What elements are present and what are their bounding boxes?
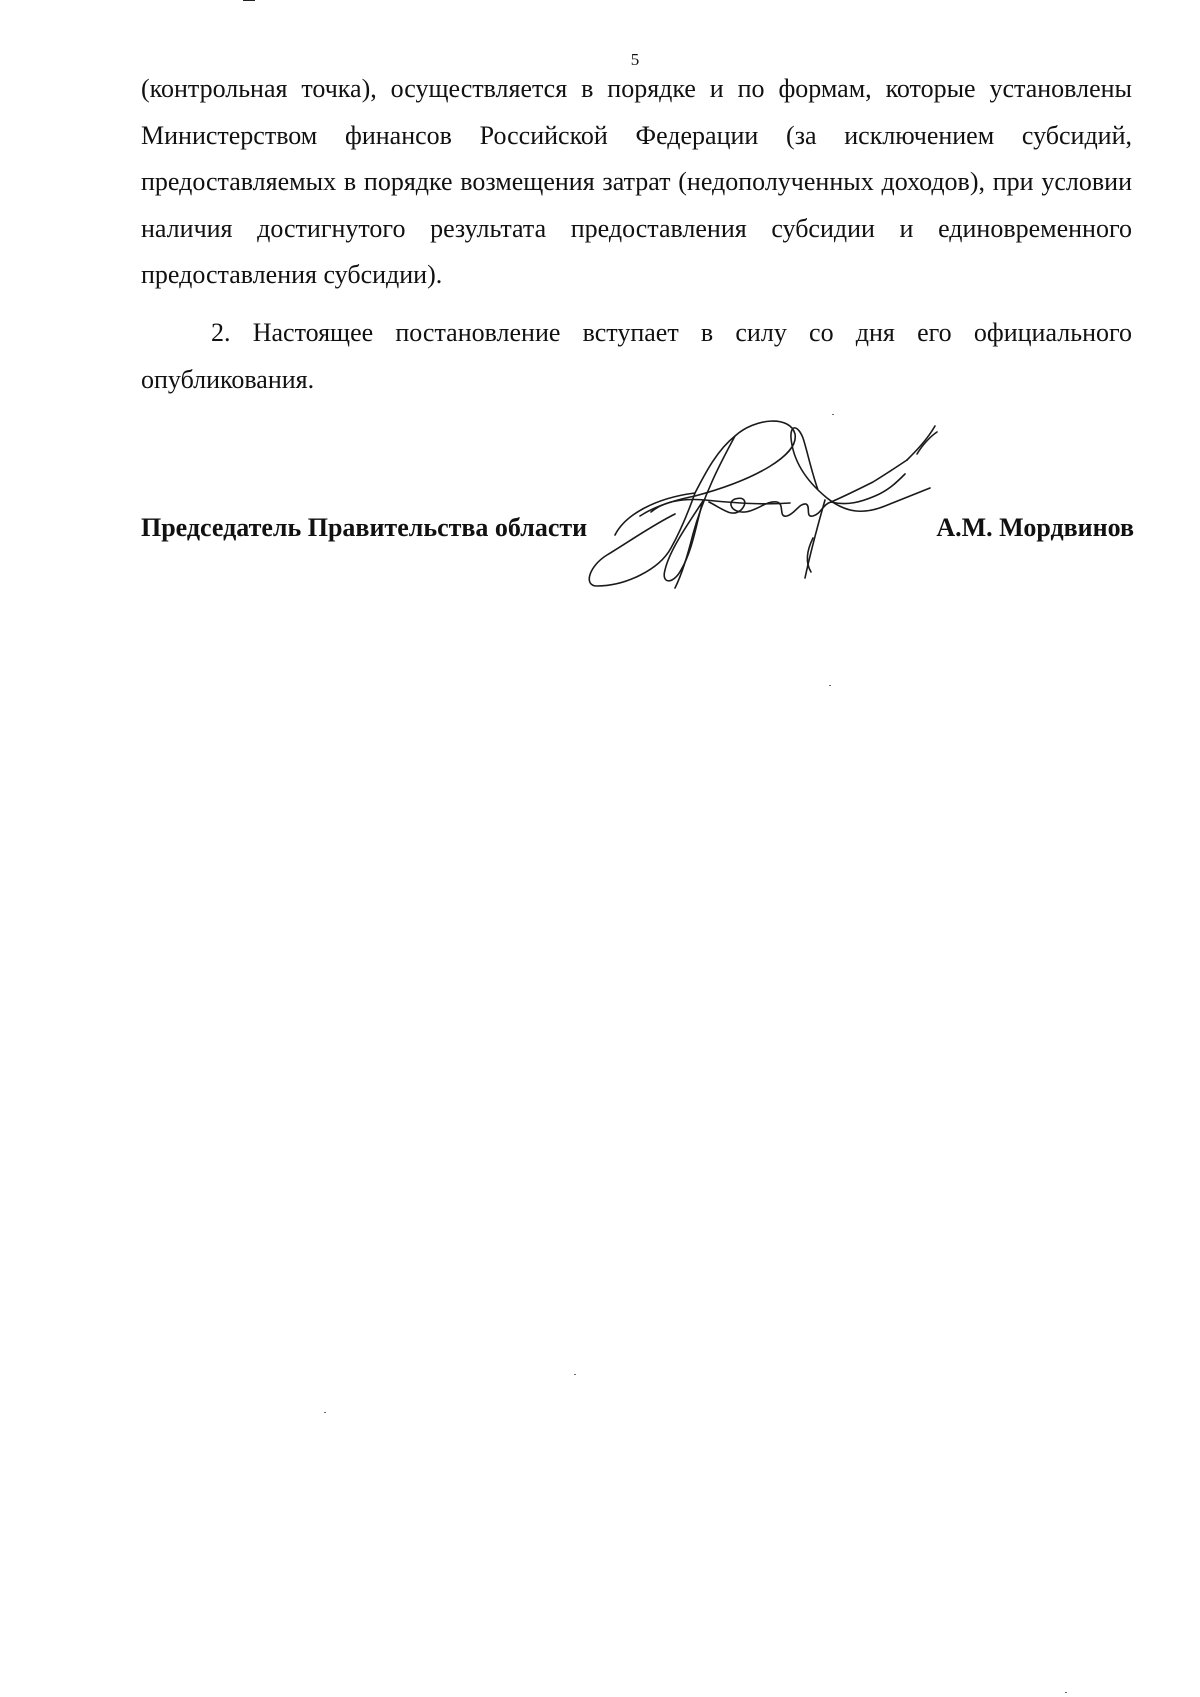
scan-speck bbox=[832, 414, 834, 415]
signer-name: А.М. Мордвинов bbox=[936, 513, 1134, 542]
handwritten-signature bbox=[585, 410, 940, 640]
scan-artifact bbox=[243, 0, 255, 1]
scan-speck bbox=[574, 1374, 576, 1375]
scan-speck bbox=[829, 685, 831, 686]
paragraph-effective-date: 2. Настоящее постановление вступает в силу со дня его официального опубликования. bbox=[141, 318, 1132, 394]
signer-title: Председатель Правительства области bbox=[141, 513, 588, 542]
scan-speck bbox=[324, 1412, 326, 1413]
scan-speck bbox=[1065, 1692, 1067, 1693]
paragraph-continuation: (контрольная точка), осуществляется в порядке и по формам, которые установлены Министерством финансов Российской Федерации (за исключением субсидий, предоставляемых в порядке возмещения затрат (недополученных доходов), при условии наличия достигнутого результата предоставления субсидии и единовременного предоставления субсидии). bbox=[141, 74, 1132, 289]
page-number: 5 bbox=[630, 50, 640, 69]
